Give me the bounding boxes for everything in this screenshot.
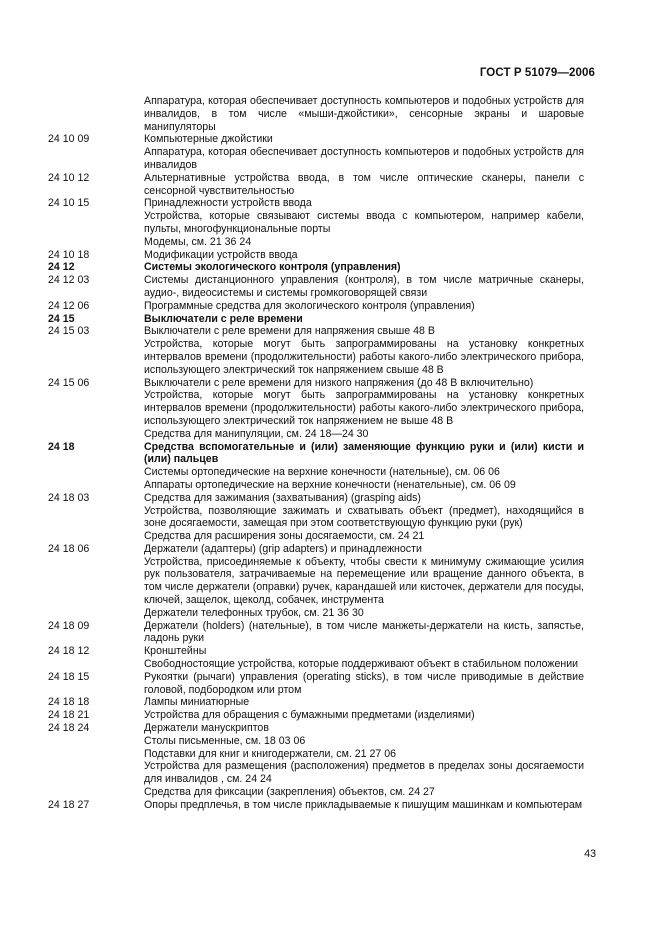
entry-line: Устройства, которые могут быть запрограммированы на установку конкретных интервалов времени (продолжительности) работы какого-либо электрического прибора, использующего электрический ток напряжением не выше 48 В <box>144 389 584 427</box>
entry-line: Устройства, позволяющие зажимать и схватывать объект (предмет), находящийся в зоне досягаемости, замещая при этом соответствующую функцию руки (рук) <box>144 504 584 530</box>
classification-entry <box>48 261 584 274</box>
entry-code: 24 18 06 <box>48 542 90 555</box>
entry-line: Средства для манипуляции, см. 24 18—24 30 <box>144 427 369 440</box>
document-header: ГОСТ Р 51079—2006 <box>479 67 595 79</box>
classification-entry <box>48 325 584 376</box>
entry-description <box>144 722 584 799</box>
entry-line: Держатели манускриптов <box>144 722 269 735</box>
entry-code: 24 18 09 <box>48 619 90 632</box>
entry-code: 24 12 06 <box>48 299 90 312</box>
entry-line: Устройства, присоединяемые к объекту, чтобы свести к минимуму сжимающие усилия рук пользователя, затрачиваемые на перемещение или вращение данного объекта, в том числе держатели (оправки) ручек, карандашей или кисточек, держатели для посуды, ключей, защелок, щеколд, собачек, инструмента <box>144 555 584 607</box>
entry-line: Выключатели с реле времени для напряжения свыше 48 В <box>144 325 435 338</box>
entry-code: 24 18 27 <box>48 798 90 811</box>
entry-line: Альтернативные устройства ввода, в том числе оптические сканеры, панели с сенсорной чувствительностью <box>144 171 584 197</box>
entry-line: Свободностоящие устройства, которые поддерживают объект в стабильном положении <box>144 658 579 671</box>
entry-line: Столы письменные, см. 18 03 06 <box>144 734 306 747</box>
entry-line: Модемы, см. 21 36 24 <box>144 235 252 248</box>
entry-line: Программные средства для экологического контроля (управления) <box>144 299 475 312</box>
entry-code: 24 18 21 <box>48 709 90 722</box>
entry-line: Держатели (holders) (нательные), в том числе манжеты-держатели на кисть, запястье, ладонь руки <box>144 619 584 645</box>
entry-line: Аппаратура, которая обеспечивает доступность компьютеров и подобных устройств для инвалидов <box>144 146 584 171</box>
entry-code: 24 18 18 <box>48 696 90 709</box>
entry-code: 24 15 03 <box>48 325 90 338</box>
entry-description <box>144 300 584 313</box>
classification-entry <box>48 799 584 812</box>
entry-line: Подставки для книг и книгодержатели, см. 21 27 06 <box>144 747 396 760</box>
classification-entry <box>48 133 584 171</box>
page-number: 43 <box>584 848 596 860</box>
entry-description <box>144 172 584 198</box>
entry-code: 24 12 <box>48 261 75 274</box>
entry-code <box>48 95 144 133</box>
entry-description <box>144 377 584 441</box>
entry-line: Лампы миниатюрные <box>144 696 250 709</box>
classification-entry <box>48 492 584 543</box>
entry-code: 24 18 15 <box>48 670 90 683</box>
entry-description <box>144 325 584 376</box>
entry-line: Компьютерные джойстики <box>144 133 273 146</box>
entry-line: Средства для фиксации (закрепления) объектов, см. 24 27 <box>144 786 435 799</box>
classification-entry <box>48 722 584 799</box>
entry-description <box>144 671 584 697</box>
classification-entry <box>48 543 584 620</box>
entry-line: Аппараты ортопедические на верхние конечности (ненательные), см. 06 09 <box>144 478 516 491</box>
entry-line: Системы дистанционного управления (контроля), в том числе матричные сканеры, аудио-, видеосистемы и системы громкоговорящей связи <box>144 274 584 299</box>
entry-description <box>144 645 584 671</box>
classification-entry <box>48 300 584 313</box>
classification-entry <box>48 197 584 248</box>
entry-code: 24 10 18 <box>48 248 90 261</box>
classification-entry <box>48 441 584 492</box>
entry-line: Держатели (адаптеры) (grip adapters) и принадлежности <box>144 542 422 555</box>
entry-code: 24 18 24 <box>48 722 90 735</box>
entry-code: 24 15 06 <box>48 376 90 389</box>
classification-entry <box>48 645 584 671</box>
entry-description <box>144 133 584 171</box>
classification-entry <box>48 172 584 198</box>
classification-entry <box>48 377 584 441</box>
entry-line: Аппаратура, которая обеспечивает доступность компьютеров и подобных устройств для инвалидов, в том числе «мыши-джойстики», сенсорные экраны и шаровые манипуляторы <box>144 95 584 133</box>
classification-entry <box>48 671 584 697</box>
entry-description <box>144 197 584 248</box>
entry-line: Системы экологического контроля (управления) <box>144 261 401 274</box>
classification-entry <box>48 274 584 300</box>
entry-line: Выключатели с реле времени для низкого напряжения (до 48 В включительно) <box>144 376 534 389</box>
classification-entry <box>48 696 584 709</box>
entry-description <box>144 620 584 646</box>
classification-entry <box>48 709 584 722</box>
entry-description <box>144 95 584 133</box>
entry-code: 24 15 <box>48 312 75 325</box>
entry-line: Выключатели с реле времени <box>144 312 303 325</box>
entry-description <box>144 799 584 812</box>
entry-description <box>144 543 584 620</box>
entry-description <box>144 492 584 543</box>
entry-code: 24 10 15 <box>48 197 90 210</box>
entry-description <box>144 249 584 262</box>
entry-code: 24 12 03 <box>48 274 90 287</box>
entry-description <box>144 441 584 492</box>
entry-line: Кронштейны <box>144 645 207 658</box>
entry-line: Устройства для обращения с бумажными предметами (изделиями) <box>144 709 475 722</box>
entry-line: Устройства, которые связывают системы ввода с компьютером, например кабели, пульты, многофункциональные порты <box>144 210 584 235</box>
entry-line: Держатели телефонных трубок, см. 21 36 30 <box>144 606 364 619</box>
entry-line: Средства вспомогательные и (или) заменяющие функцию руки и (или) кисти и (или) пальцев <box>144 440 584 466</box>
entry-line: Принадлежности устройств ввода <box>144 197 312 210</box>
entry-line: Системы ортопедические на верхние конечности (нательные), см. 06 06 <box>144 466 500 479</box>
classification-list <box>48 95 584 812</box>
entry-code: 24 10 09 <box>48 133 90 146</box>
entry-code: 24 18 <box>48 440 75 453</box>
entry-line: Устройства для размещения (расположения) предметов в пределах зоны досягаемости для инвалидов , см. 24 24 <box>144 760 584 786</box>
entry-line: Опоры предплечья, в том числе прикладываемые к пишущим машинкам и компьютерам <box>144 798 583 811</box>
entry-line: Средства для зажимания (захватывания) (grasping aids) <box>144 491 421 504</box>
entry-line: Средства для расширения зоны досягаемости, см. 24 21 <box>144 530 425 543</box>
entry-line: Модификации устройств ввода <box>144 248 298 261</box>
classification-entry <box>48 95 584 133</box>
classification-entry <box>48 313 584 326</box>
entry-line: Рукоятки (рычаги) управления (operating sticks), в том числе приводимые в действие головой, подбородком или ртом <box>144 670 584 696</box>
entry-description <box>144 313 584 326</box>
entry-code: 24 18 12 <box>48 645 90 658</box>
entry-code: 24 18 03 <box>48 491 90 504</box>
classification-entry <box>48 249 584 262</box>
classification-entry <box>48 620 584 646</box>
entry-description <box>144 709 584 722</box>
entry-description <box>144 274 584 300</box>
entry-description <box>144 261 584 274</box>
entry-line: Устройства, которые могут быть запрограммированы на установку конкретных интервалов времени (продолжительности) работы какого-либо электрического прибора, использующего электрический ток напряжением свыше 48 В <box>144 338 584 376</box>
entry-description <box>144 696 584 709</box>
entry-code: 24 10 12 <box>48 171 90 184</box>
